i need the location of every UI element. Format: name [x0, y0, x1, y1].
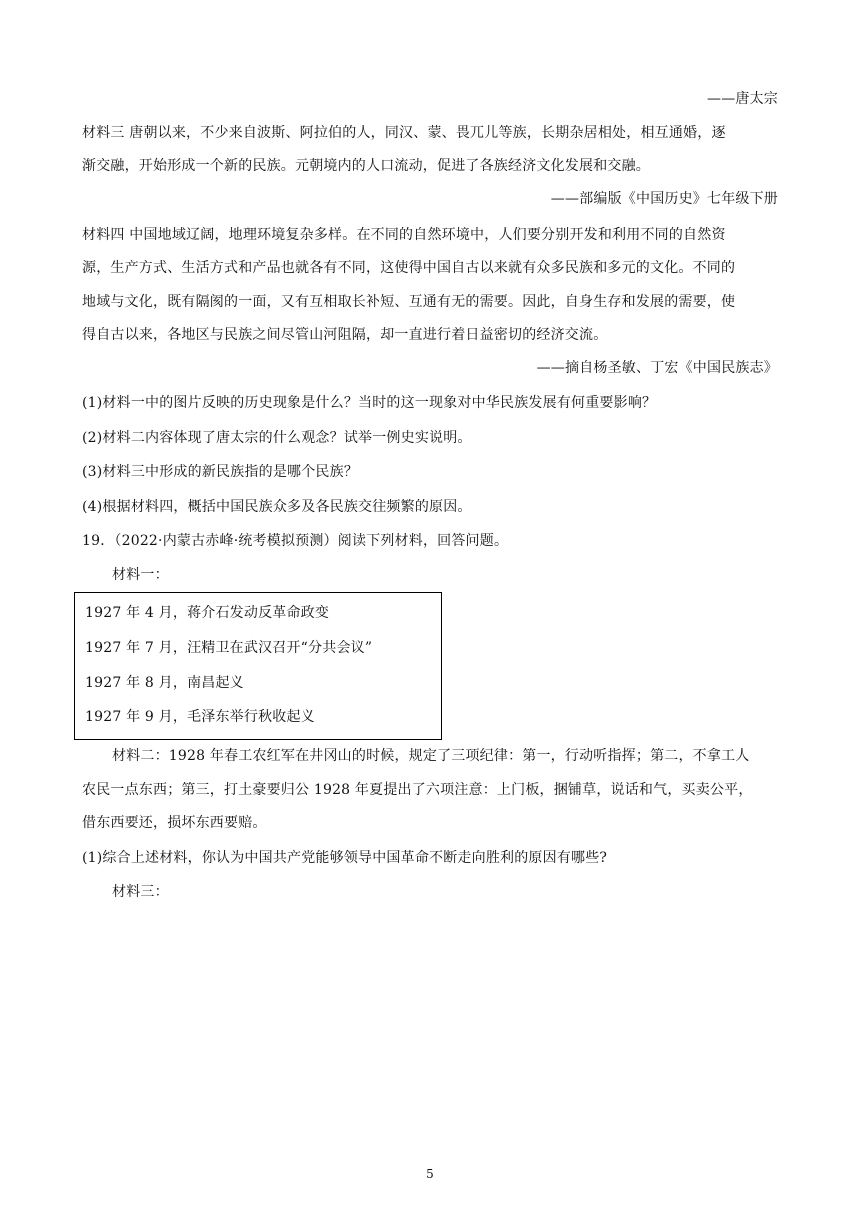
- timeline-item: 1927 年 9 月，毛泽东举行秋收起义: [85, 709, 315, 725]
- question-19-1: (1)综合上述材料，你认为中国共产党能够领导中国革命不断走向胜利的原因有哪些?: [82, 850, 608, 866]
- question-18-2: (2)材料二内容体现了唐太宗的什么观念？试举一例史实说明。: [82, 430, 472, 446]
- material1-label: 材料一：: [112, 567, 169, 583]
- timeline-item: 1927 年 4 月，蒋介石发动反革命政变: [85, 605, 330, 621]
- material2-line-1: 材料二：1928 年春工农红军在井冈山的时候，规定了三项纪律：第一，行动听指挥；第二，不拿工人: [112, 748, 750, 764]
- timeline-item: 1927 年 8 月，南昌起义: [85, 675, 244, 691]
- attribution-textbook: ——部编版《中国历史》七年级下册: [550, 191, 778, 207]
- material4-line-3: 地域与文化，既有隔阂的一面，又有互相取长补短、互通有无的需要。因此，自身生存和发展的需要，使: [82, 294, 736, 310]
- timeline-item: 1927 年 7 月，汪精卫在武汉召开“分共会议”: [85, 640, 373, 656]
- material4-line-1: 材料四 中国地域辽阔，地理环境复杂多样。在不同的自然环境中，人们要分别开发和利用不同的自然资: [82, 227, 726, 243]
- question-18-4: (4)根据材料四，概括中国民族众多及各民族交往频繁的原因。: [82, 499, 472, 515]
- page-number: 5: [426, 1167, 434, 1181]
- material4-line-2: 源，生产方式、生活方式和产品也就各有不同，这使得中国自古以来就有众多民族和多元的文化。不同的: [82, 260, 736, 276]
- question-18-3: (3)材料三中形成的新民族指的是哪个民族？: [82, 464, 359, 480]
- attribution-tang-taizong: ——唐太宗: [707, 91, 778, 107]
- material3-line-2: 渐交融，开始形成一个新的民族。元朝境内的人口流动，促进了各族经济文化发展和交融。: [82, 158, 650, 174]
- material2-line-3: 借东西要还，损坏东西要赔。: [82, 815, 267, 831]
- material3-label: 材料三：: [112, 884, 169, 900]
- timeline-box: [74, 592, 442, 740]
- material4-line-4: 得自古以来，各地区与民族之间尽管山河阻隔，却一直进行着日益密切的经济交流。: [82, 327, 608, 343]
- attribution-yang-ding: ——摘自杨圣敏、丁宏《中国民族志》: [536, 360, 778, 376]
- material2-line-2: 农民一点东西；第三，打土豪要归公 1928 年夏提出了六项注意：上门板，捆铺草，说话和气，买卖公平，: [82, 782, 753, 798]
- question-19-header: 19．（2022·内蒙古赤峰·统考模拟预测）阅读下列材料，回答问题。: [82, 533, 509, 549]
- material3-line-1: 材料三 唐朝以来，不少来自波斯、阿拉伯的人，同汉、蒙、畏兀儿等族，长期杂居相处，相互通婚，逐: [82, 125, 726, 141]
- question-18-1: (1)材料一中的图片反映的历史现象是什么？当时的这一现象对中华民族发展有何重要影响？: [82, 395, 657, 411]
